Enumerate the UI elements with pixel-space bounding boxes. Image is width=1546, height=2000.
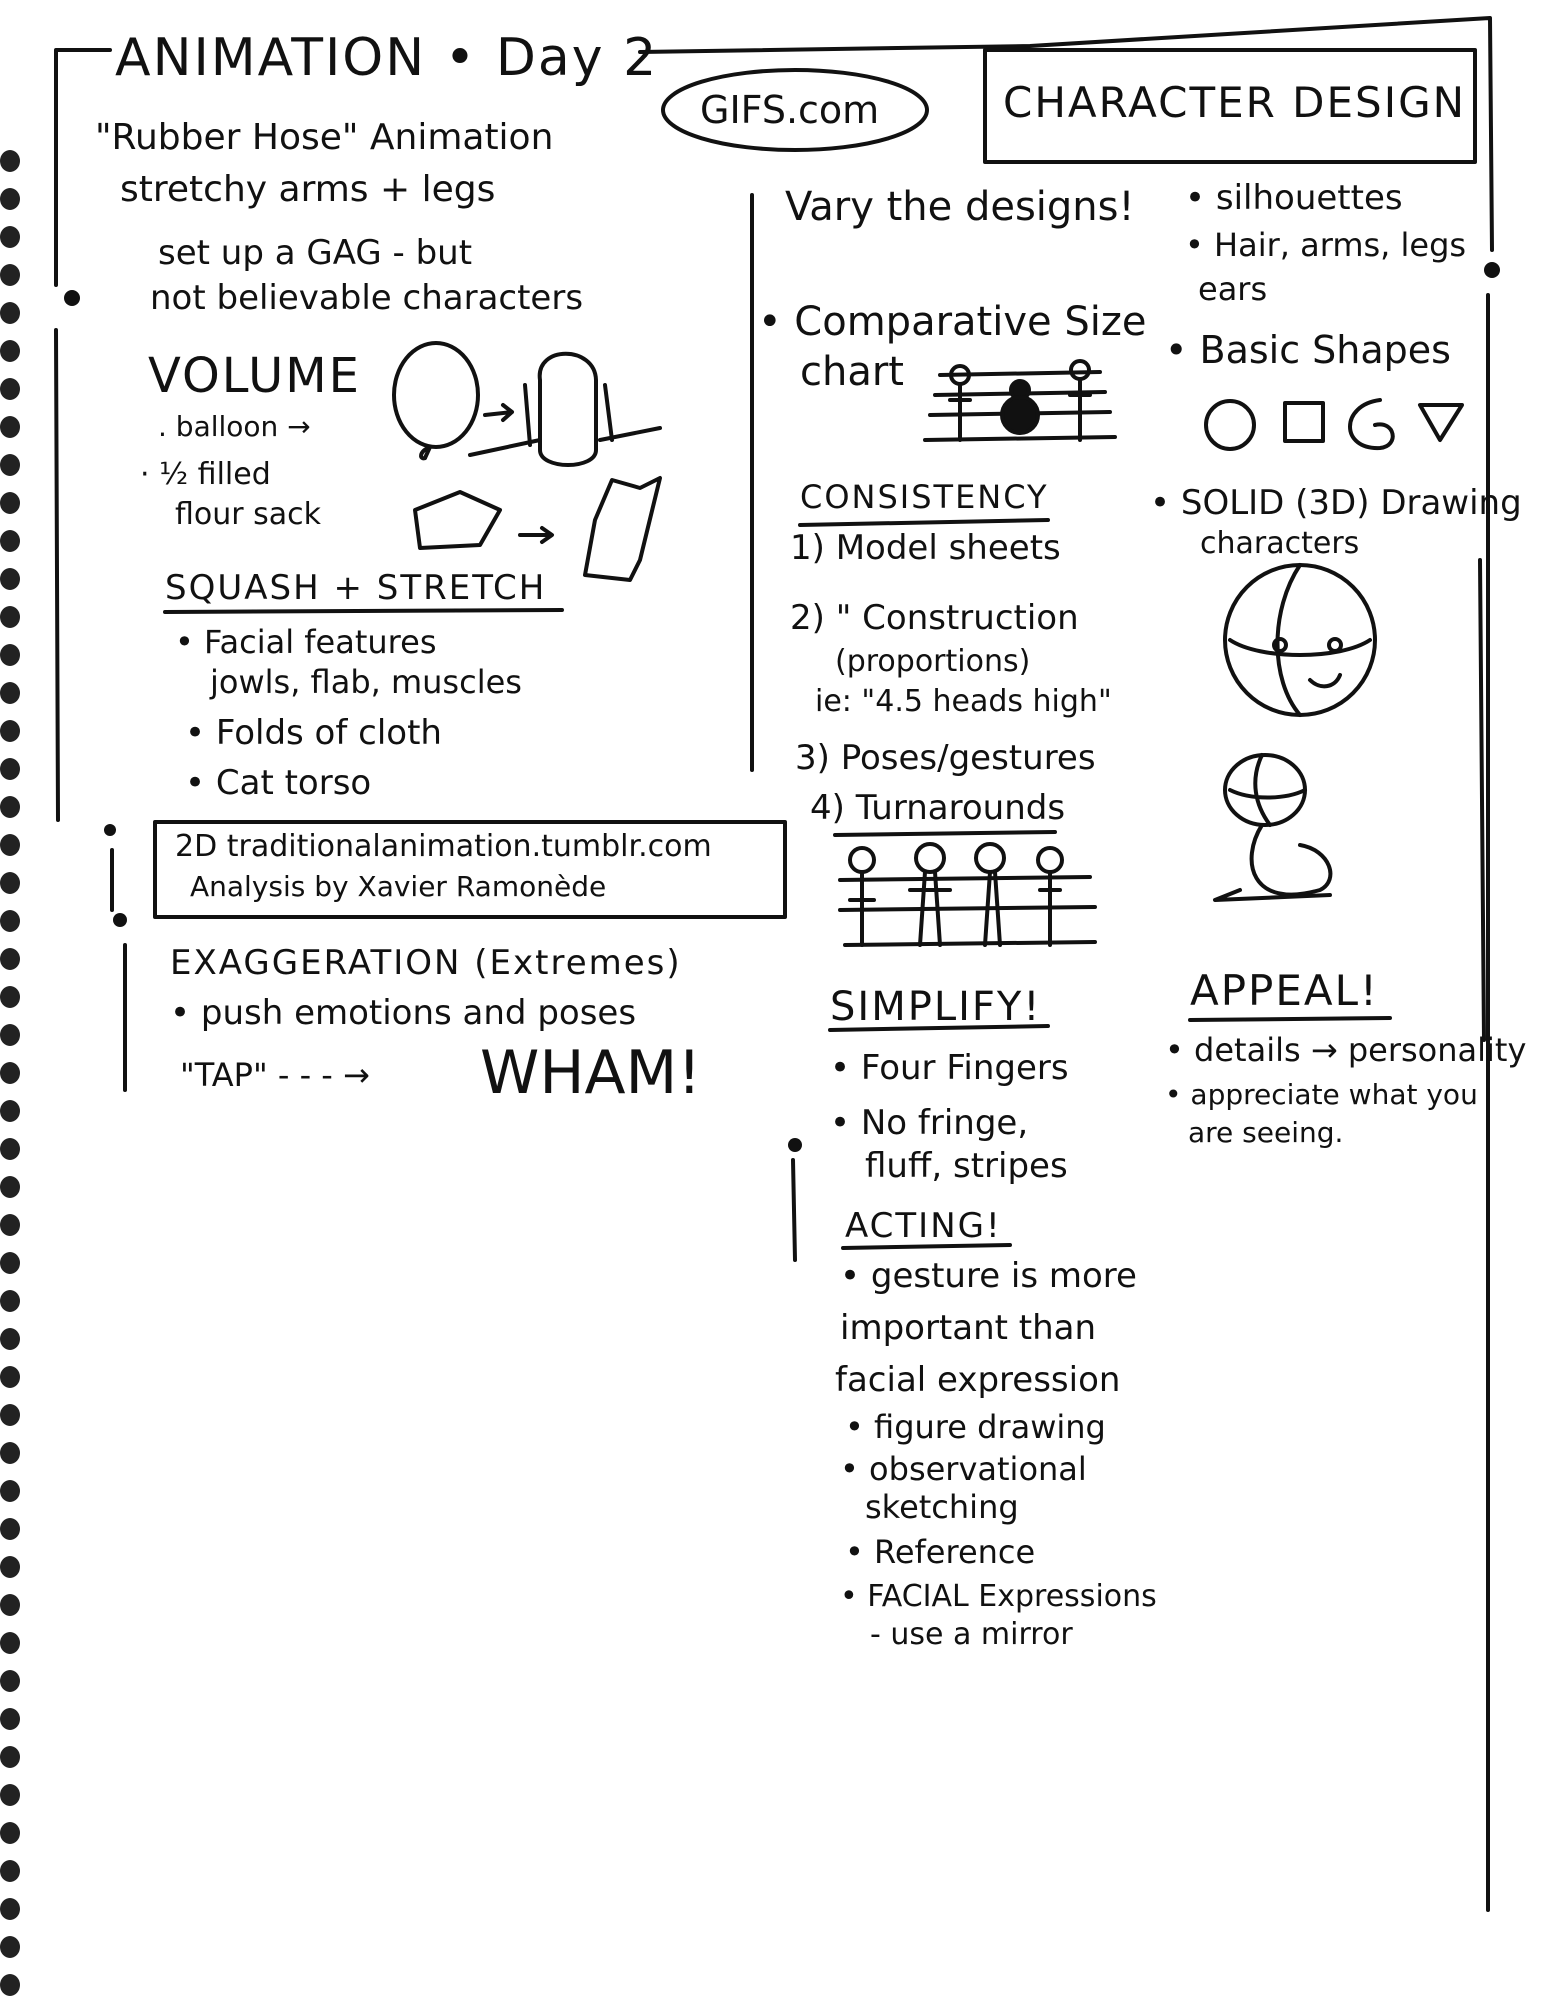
acting-item: • Reference [845, 1533, 1036, 1571]
appeal-item: • details → personality [1165, 1031, 1527, 1069]
consistency-item: ie: "4.5 heads high" [815, 684, 1112, 719]
reference-author: Analysis by Xavier Ramonède [190, 870, 607, 903]
flour-sack-stretched [585, 478, 660, 580]
size-chart-heading-2: chart [800, 349, 904, 395]
tap-text: "TAP" - - - → [180, 1056, 370, 1094]
balloon-sketch [394, 343, 478, 447]
vary-item: • Hair, arms, legs [1185, 226, 1467, 264]
column-divider-right [1480, 560, 1484, 1040]
gag-text-1: set up a GAG - but [158, 233, 473, 273]
basic-shapes-heading: • Basic Shapes [1165, 328, 1451, 372]
consistency-item: 3) Poses/gestures [795, 738, 1096, 778]
gifs-label: GIFS.com [700, 88, 880, 132]
wham-text: WHAM! [480, 1038, 702, 1108]
consistency-item: (proportions) [835, 644, 1031, 679]
reference-url: 2D traditionalanimation.tumblr.com [175, 829, 712, 864]
volume-flour-1: · ½ filled [140, 457, 271, 492]
rubber-hose-heading: "Rubber Hose" Animation [95, 117, 554, 158]
volume-flour-2: flour sack [175, 497, 322, 532]
volume-balloon: . balloon → [158, 410, 311, 443]
appeal-underline [1190, 1018, 1390, 1020]
frame-top-left [56, 50, 110, 285]
simplify-item: • Four Fingers [830, 1048, 1069, 1088]
vary-item: • silhouettes [1185, 178, 1403, 218]
appeal-item: are seeing. [1188, 1116, 1344, 1149]
squash-item: • Cat torso [185, 763, 372, 803]
exaggeration-item: • push emotions and poses [170, 993, 637, 1033]
gag-text-2: not believable characters [150, 278, 584, 318]
turnarounds-underline [835, 832, 1055, 835]
acting-item: sketching [865, 1488, 1019, 1526]
consistency-item: 1) Model sheets [790, 528, 1061, 568]
simplify-item: • No fringe, [830, 1103, 1029, 1143]
squash-item: jowls, flab, muscles [210, 663, 522, 701]
frame-left-1 [56, 330, 58, 820]
solid-drawing-2: characters [1200, 526, 1360, 561]
consistency-underline [800, 520, 1048, 525]
squash-item: • Facial features [175, 623, 437, 661]
consistency-item: 2) " Construction [790, 598, 1079, 638]
consistency-title: CONSISTENCY [800, 478, 1049, 516]
consistency-item: 4) Turnarounds [810, 788, 1066, 828]
stretchy-text: stretchy arms + legs [120, 169, 496, 210]
acting-title: ACTING! [845, 1206, 1002, 1246]
column-divider-2 [793, 1160, 795, 1260]
volume-title: VOLUME [148, 348, 361, 404]
shape-circle [1206, 401, 1254, 449]
exaggeration-title: EXAGGERATION (Extremes) [170, 943, 682, 983]
appeal-item: • appreciate what you [1165, 1078, 1478, 1111]
acting-item: • gesture is more [840, 1256, 1137, 1296]
page-title: ANIMATION • Day 2 [115, 28, 659, 88]
appeal-title: APPEAL! [1190, 966, 1379, 1015]
flour-sack-sketch [415, 492, 500, 548]
character-design-title: CHARACTER DESIGN [1003, 78, 1467, 127]
acting-item: • observational [840, 1450, 1087, 1488]
squash-item: • Folds of cloth [185, 713, 442, 753]
simplify-title: SIMPLIFY! [830, 984, 1042, 1030]
squash-underline [165, 610, 562, 612]
vary-designs: Vary the designs! [785, 184, 1135, 230]
acting-item: - use a mirror [870, 1617, 1073, 1652]
squash-title: SQUASH + STRETCH [165, 568, 547, 608]
figure-body-sketch [1252, 825, 1331, 895]
acting-item: facial expression [835, 1360, 1121, 1400]
vary-item: ears [1198, 270, 1268, 308]
acting-item: • figure drawing [845, 1408, 1106, 1446]
size-chart-heading-1: • Comparative Size [758, 299, 1147, 345]
solid-drawing-1: • SOLID (3D) Drawing [1150, 483, 1522, 523]
simplify-item: fluff, stripes [865, 1146, 1068, 1186]
shape-triangle [1420, 405, 1462, 440]
acting-item: important than [840, 1308, 1097, 1348]
acting-item: • FACIAL Expressions [840, 1579, 1157, 1614]
squashed-balloon-sketch [540, 354, 596, 465]
shape-blob [1350, 400, 1393, 448]
head-sketch [1225, 565, 1375, 715]
shape-square [1285, 403, 1323, 441]
